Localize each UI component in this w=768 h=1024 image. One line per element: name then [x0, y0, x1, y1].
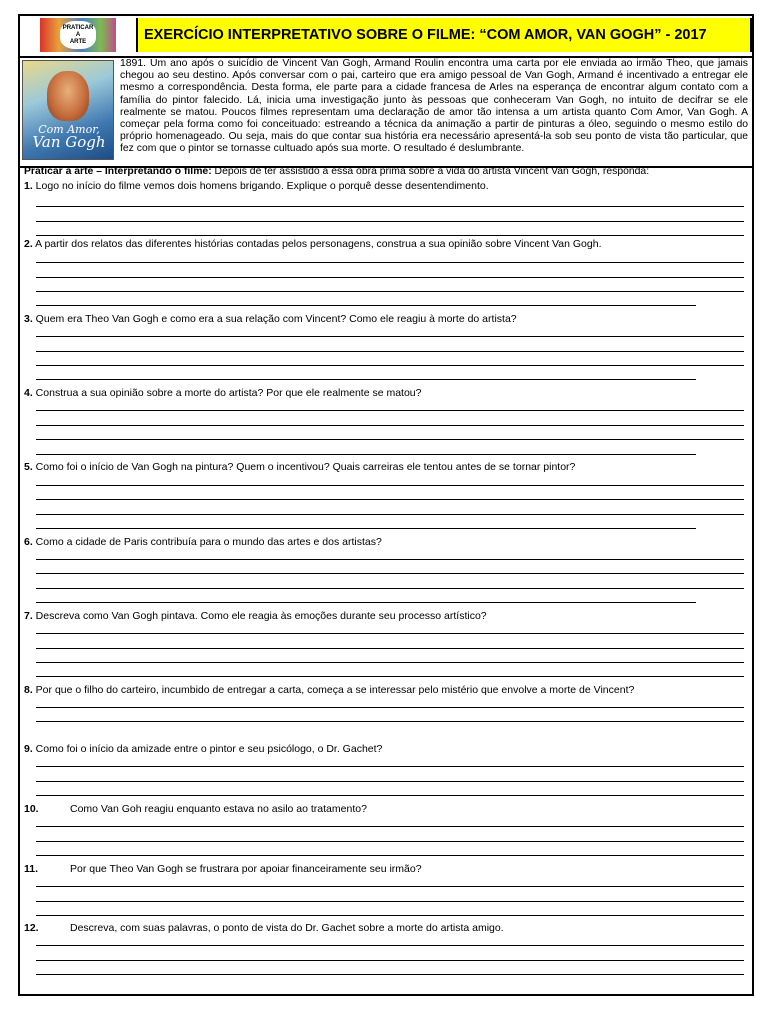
- question-10: [24, 803, 748, 815]
- question-text: Descreva como Van Gogh pintava. Como ele reagia às emoções durante seu processo artístico?: [32, 610, 487, 622]
- question-text: A partir dos relatos das diferentes histórias contadas pelos personagens, construa a sua opinião sobre Vincent Van Gogh.: [32, 238, 602, 250]
- question-6: [24, 536, 748, 548]
- question-number: 2.: [24, 238, 33, 250]
- answer-line[interactable]: [36, 425, 744, 426]
- praticar-arte-logo: [40, 18, 116, 52]
- worksheet-page: [18, 14, 754, 996]
- answer-line[interactable]: [36, 221, 744, 222]
- question-2: [24, 238, 748, 250]
- poster-title: [27, 123, 111, 149]
- answer-line[interactable]: [36, 855, 744, 856]
- question-11: [24, 863, 748, 875]
- question-9: [24, 743, 748, 755]
- synopsis-text: 1891. Um ano após o suicídio de Vincent Van Gogh, Armand Roulin encontra uma carta por ele enviada ao irmão Theo, que jamais chegou ao seu destino. Após conversar com o pai, carteiro que era amigo pessoal de Van Gogh, Armand é incentivado a entregar ele mesmo a correspondência. Desta forma, ele parte para a cidade francesa de Arles na esperança de encontrar algum contato com a família do pintor falecido. Lá, inicia uma investigação junto às pessoas que conheceram Van Gogh, no intuito de decifrar se ele realmente se matou. Poucos filmes representam uma declaração de amor tão intensa a um artista quanto Com Amor, Van Gogh. A começar pela forma como foi conceituado: estreando a técnica da animação a partir de pinturas a óleo, seguindo o mesmo estilo do próprio homenageado. Ou seja, mais do que contar sua história era necessário apresentá-la sob seu ponto de vista tão particular, que fez com que o pintor se tornasse cultuado após sua morte. O resultado é deslumbrante.: [120, 58, 748, 155]
- question-number: 3.: [24, 313, 33, 325]
- question-12: [24, 922, 748, 934]
- question-3: [24, 313, 748, 325]
- answer-line[interactable]: [36, 974, 744, 975]
- question-text: Construa a sua opinião sobre a morte do artista? Por que ele realmente se matou?: [32, 387, 422, 399]
- answer-line[interactable]: [36, 439, 744, 440]
- poster-title-line1: Com Amor,: [38, 123, 100, 136]
- movie-poster-image: [22, 60, 114, 160]
- poster-title-line2: Van Gogh: [32, 133, 106, 151]
- question-text: Por que Theo Van Gogh se frustrara por apoiar financeiramente seu irmão?: [70, 863, 422, 875]
- answer-line[interactable]: [36, 766, 744, 767]
- answer-line[interactable]: [36, 454, 696, 455]
- question-1: [24, 180, 748, 192]
- header: [20, 16, 752, 58]
- instructions-text: Depois de ter assistido a essa obra prima sobre a vida do artista Vincent Van Gogh, responda:: [211, 166, 650, 177]
- question-number: 7.: [24, 610, 33, 622]
- question-5: [24, 461, 748, 473]
- question-number: 5.: [24, 461, 33, 473]
- answer-line[interactable]: [36, 410, 744, 411]
- answer-line[interactable]: [36, 235, 744, 236]
- answer-line[interactable]: [36, 305, 696, 306]
- page-title: [136, 18, 752, 52]
- answer-line[interactable]: [36, 514, 744, 515]
- answer-line[interactable]: [36, 588, 744, 589]
- question-number: 4.: [24, 387, 33, 399]
- logo-text-1: PRATICAR: [62, 24, 94, 31]
- answer-line[interactable]: [36, 206, 744, 207]
- answer-line[interactable]: [36, 707, 744, 708]
- question-number: 1.: [24, 180, 33, 192]
- answer-line[interactable]: [36, 795, 744, 796]
- answer-line[interactable]: [36, 277, 744, 278]
- question-7: [24, 610, 748, 622]
- answer-line[interactable]: [36, 915, 744, 916]
- answer-line[interactable]: [36, 886, 744, 887]
- question-text: Logo no início do filme vemos dois homens brigando. Explique o porquê desse desentendimento.: [32, 180, 489, 192]
- answer-line[interactable]: [36, 602, 696, 603]
- question-number: 12.: [24, 922, 39, 934]
- answer-line[interactable]: [36, 336, 744, 337]
- answer-line[interactable]: [36, 485, 744, 486]
- question-number: 10.: [24, 803, 39, 815]
- intro-section: [20, 56, 752, 168]
- answer-line[interactable]: [36, 841, 744, 842]
- instructions: [24, 166, 748, 178]
- answer-line[interactable]: [36, 633, 744, 634]
- answer-line[interactable]: [36, 960, 744, 961]
- question-text: Como Van Goh reagiu enquanto estava no asilo ao tratamento?: [70, 803, 367, 815]
- question-4: [24, 387, 748, 399]
- logo-text-3: ARTE: [69, 38, 87, 45]
- question-8: [24, 684, 748, 696]
- question-text: Descreva, com suas palavras, o ponto de vista do Dr. Gachet sobre a morte do artista amigo.: [70, 922, 504, 934]
- answer-line[interactable]: [36, 901, 744, 902]
- answer-line[interactable]: [36, 648, 744, 649]
- instructions-heading: Praticar a arte – Interpretando o filme:: [24, 166, 212, 177]
- page-title-text: EXERCÍCIO INTERPRETATIVO SOBRE O FILME: “COM AMOR, VAN GOGH” - 2017: [144, 27, 707, 43]
- question-number: 11.: [24, 863, 39, 875]
- answer-line[interactable]: [36, 662, 744, 663]
- answer-line[interactable]: [36, 379, 696, 380]
- answer-line[interactable]: [36, 262, 744, 263]
- answer-line[interactable]: [36, 365, 744, 366]
- answer-line[interactable]: [36, 291, 744, 292]
- question-text: Como foi o início de Van Gogh na pintura? Quem o incentivou? Quais carreiras ele tentou antes de se tornar pintor?: [32, 461, 576, 473]
- answer-line[interactable]: [36, 945, 744, 946]
- question-number: 6.: [24, 536, 33, 548]
- question-text: Como foi o início da amizade entre o pintor e seu psicólogo, o Dr. Gachet?: [32, 743, 383, 755]
- answer-line[interactable]: [36, 573, 744, 574]
- logo-badge: [60, 21, 96, 49]
- answer-line[interactable]: [36, 559, 744, 560]
- portrait-face: [47, 71, 89, 121]
- question-text: Por que o filho do carteiro, incumbido de entregar a carta, começa a se interessar pelo mistério que envolve a morte de Vincent?: [32, 684, 635, 696]
- answer-line[interactable]: [36, 528, 696, 529]
- answer-line[interactable]: [36, 676, 744, 677]
- logo-text-2: A: [75, 31, 81, 38]
- question-text: Como a cidade de Paris contribuía para o mundo das artes e dos artistas?: [32, 536, 382, 548]
- question-number: 9.: [24, 743, 33, 755]
- answer-line[interactable]: [36, 781, 744, 782]
- question-number: 8.: [24, 684, 33, 696]
- question-text: Quem era Theo Van Gogh e como era a sua relação com Vincent? Como ele reagiu à morte do artista?: [32, 313, 517, 325]
- answer-line[interactable]: [36, 721, 744, 722]
- answer-line[interactable]: [36, 499, 744, 500]
- answer-line[interactable]: [36, 351, 744, 352]
- answer-line[interactable]: [36, 826, 744, 827]
